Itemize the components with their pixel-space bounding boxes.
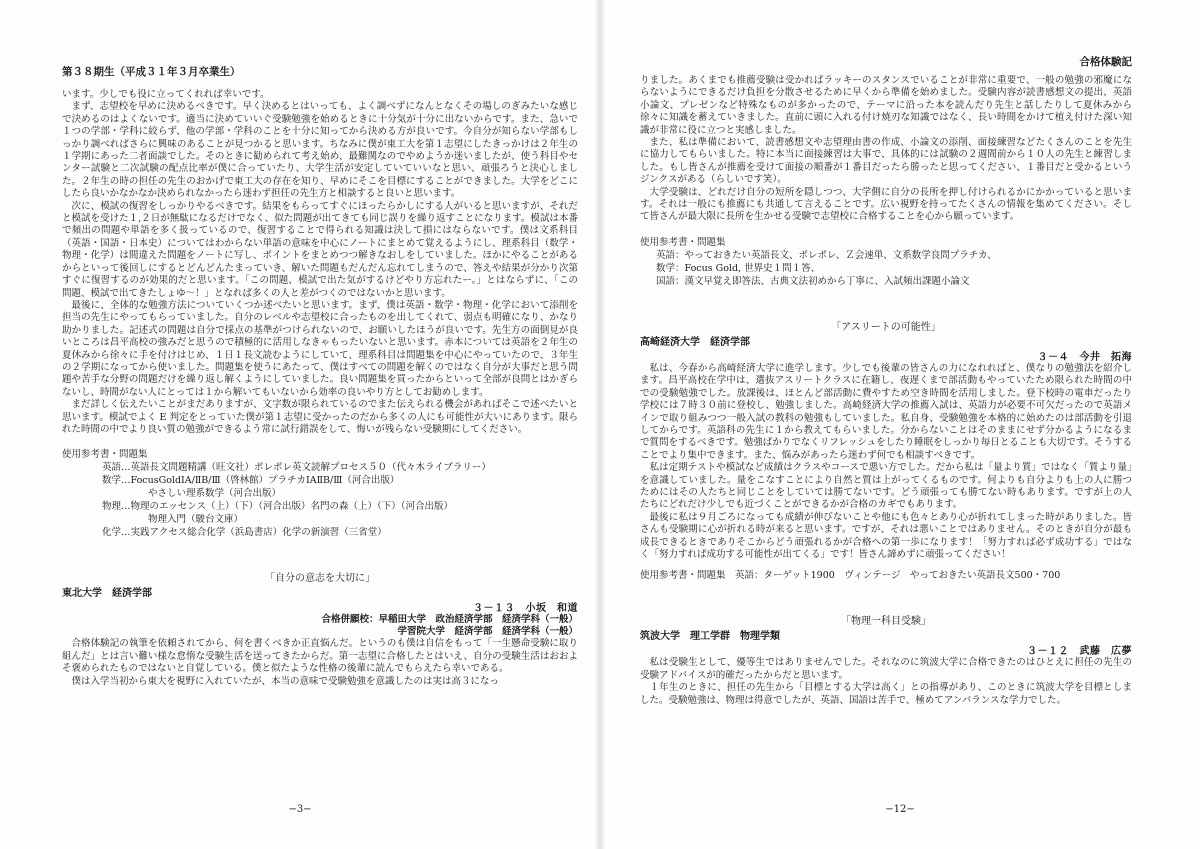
running-header: 合格体験記	[1079, 56, 1132, 68]
article-title: 「自分の意志を大切に」	[265, 573, 375, 585]
paragraph: 最後に私は９月ごろになっても成績が伸びないことや他にも色々とあり心が折れてしまった時がありました。皆さんも受験期に心が折れる時が来ると思います。ですが、それは悪いことではありません。そのときが自分が最も成長できるときでありそこからどう頑張れるかが合格への第一歩になります！「努力すれば必ず成功する」ではなく「努力すれば成功する可能性が出てくる」です！皆さん諦めずに頑張ってください！	[640, 511, 1132, 560]
reference-line: 物理…物理のエッセンス（上）（下）（河合出版）名門の森（上）（下）（河合出版）	[102, 501, 454, 513]
paragraph: 私は定期テストや模試など成績はクラスやコースで悪い方でした。だから私は「量より質」ではなく「質より量」を意識していました。量をこなすことにより自然と質は上がってくるものです。何よりも自分よりも上の人に勝つためにはその人たちと同じことをしていては勝てないです。どう頑張っても勝てない時もあります。ですが上の人たちにどれだけ少しでも近づくことができるかが合格のカギでもあります。	[640, 462, 1132, 511]
paragraph: 私は受験生として、優等生ではありませんでした。それなのに筑波大学に合格できたのはひとえに担任の先生の受験アドバイスが的確だったからだと思います。	[640, 657, 1132, 681]
article-author: ３－４ 今井 拓海	[1037, 351, 1132, 363]
right-page	[600, 0, 1200, 849]
paragraph: まず、志望校を早めに決めるべきです。早く決めるとはいっても、よく調べずになんとなくその場しのぎみたいな感じで決めるのはよくないです。適当に決めていいぐ受験勉強を始めるときに十分気が十分に出ないからです。また、急いで１つの学部・学科に絞らず、他の学部・学科のことを十分に知ってから決める方が良いです。今自分が知らない学部もしっかり調べればさらに興味のあることが見つかると思います。ちなみに僕が東工大を第１志望にしたきっかけは２年生の１学期にあった二者面談でした。そのときに勧められて考え始め、最難関なのでやめようか迷いましたが、使う科目やセンター試験と二次試験の配点比率が僕に合っていたり、大学生活が安定していていいなと思い、頑張ろうと決心しました。２年生の時の担任の先生のおかげで東工大の存在を知り、早めにそこを目標にすることができました。大学をどこにしたら良いかなかなか決められなかったら迷わず担任の先生方と相談すると良いと思います。	[62, 101, 578, 200]
reference-line: 英語…英語長文問題精講（旺文社）ポレポレ英文読解プロセス５０（代々木ライブラリー）	[102, 462, 491, 474]
article-title: 「アスリートの可能性」	[831, 321, 941, 333]
article-author: ３－１２ 武藤 広夢	[1027, 646, 1132, 658]
period-header: 第３８期生（平成３１年３月卒業生）	[62, 66, 241, 78]
reference-line: 数学：Focus Gold, 世界史１問１答、	[656, 262, 821, 274]
reference-line: 数学…FocusGoldⅠA/ⅡB/Ⅲ（啓林館）プラチカⅠAⅡB/Ⅲ（河合出版）	[102, 475, 400, 487]
reference-line: 国語：漢文早覚え即答法、古典文法初めから丁寧に、入試頻出課題小論文	[656, 275, 970, 287]
paragraph: まだ詳しく伝えたいことがまだありますが、文字数が限られているのでまた伝えられる機会があればそこで述べたいと思います。模試でよく E 判定をとっていた僕が第１志望に受かったのだから多くの人にも可能性が大いにあります。限られた時間の中でより良い質の勉強ができるよう常に試行錯誤をして、悔いが残らない受験期にしてください。	[62, 399, 578, 435]
page-number: −12−	[885, 804, 915, 815]
concurrent-admission: 学習院大学 経済学部 経済学科（一般）	[397, 626, 578, 638]
reference-line: 英語：やっておきたい英語長文、ポレポレ、Ｚ会速単、文系数学良問プラチカ、	[656, 249, 997, 261]
paragraph: りました。あくまでも推薦受験は受かればラッキーのスタンスでいることが非常に重要で、一般の勉強の邪魔にならないようにできるだけ負担を分散させるために早くから準備を始めました。受験内容が読書感想文の提出、英語小論文、プレゼンなど特殊なものが多かったので、テーマに沿った本を読んだり先生と話したりして夏休みから徐々に知識を蓄えていきました。直前に頭に入れる付け焼刃な知識ではなく、長い時間をかけて植え付けた深い知識が非常に役に立つと実感しました。	[640, 75, 1132, 136]
article-university: 東北大学 経済学部	[62, 588, 152, 600]
page-number: −3−	[288, 804, 312, 815]
article-university: 筑波大学 理工学群 物理学類	[640, 631, 780, 643]
reference-line: やさしい理系数学（河合出版）	[148, 488, 282, 500]
paragraph: います。少しでも役に立ってくれれば幸いです。	[62, 89, 270, 100]
paragraph: 最後に、全体的な勉強方法についていくつか述べたいと思います。まず、僕は英語・数学・物理・化学において添削を担当の先生にやってもらっていました。自分のレベルや志望校に合ったものを出してくれて、弱点も明確になり、かなり助かりました。記述式の問題は自分で採点の基準がつけられないので、お願いしたほうが良いです。先生方の面倒見が良いところは昌平高校の強みだと思うので積極的に活用しなきゃもったいないと思います。赤本については英語を２年生の夏休みから徐々に手を付けはじめ、１日１長文読むようにしていて、理系科目は問題集を中心にやっていたので、３年生の２学期になってから使いました。問題集を使うにあたって、僕はすべての問題を解くのではなく自分が大事だと思う問題や苦手な分野の問題だけを繰り返し解くようにしていました。良い問題集を買ったからといって全部が良問とはかぎらないし、時間がない人にとっては１から解いてもいないから効率の良いやり方としてお勧めします。	[62, 299, 578, 398]
concurrent-admission: 合格併願校：早稲田大学 政治経済学部 経済学科（一般）	[321, 614, 578, 626]
references-title: 使用参考書・問題集	[640, 236, 726, 248]
paragraph: また、私は準備において、読書感想文や志望理由書の作成、小論文の添削、面接練習などたくさんのことを先生に協力してもらいました。特に本当に面接練習は大事で、具体的には試験の２週間前から１０人の先生と練習しました。もし皆さんが推薦を受けて面接の順番が１番目だったら勝ったと思ってください、１番目だと受かるというジンクスがある（らしいです笑）。	[640, 137, 1132, 186]
paragraph: １年生のときに、担任の先生から「目標とする大学は高く」との指導があり、このときに筑波大学を目標としました。受験勉強は、物理は得意でしたが、英語、国語は苦手で、極めてアンバランスな学力でした。	[640, 682, 1132, 706]
references-line: 使用参考書・問題集 英語：ターゲット1900 ヴィンテージ やっておきたい英語長文500・700	[640, 570, 1061, 582]
paragraph: 次に、模試の復習をしっかりやるべきです。結果をもらってすぐにほったらかしにする人がいると思いますが、それだと模試を受けた１,２日が無駄になるだけでなく、似た問題が出てきても同じ誤りを繰り返すことになります。模試は本番で頻出の問題や単語を多く扱っているので、復習することで得られる知識は決して損にはならないです。僕は文系科目（英語・国語・日本史）についてはわからない単語の意味を中心にノートにまとめて覚えるようにし、理系科目（数学・物理・化学）は間違えた問題をノートに写し、ポイントをまとめつつ解きなおしをしていました。ほかにやることがあるからといって後回しにするとどんどんたまっていき、解いた問題もだんだん忘れてしまうので、答えや結果が分かり次第すぐに復習するのが効果的だと思います。「この問題、模試で出た気がするけどやり方忘れたー。」とはならずに、「この問題、模試で出てきたしょゆ～！」となれば多くの人と差がつくのではないかと思います。	[62, 200, 578, 299]
article-author: ３－１３ 小坂 和道	[473, 603, 578, 615]
paragraph: 合格体験記の執筆を依頼されてから、何を書くべきか正直悩んだ。というのも僕は自信をもって「一生懸命受験に取り組んだ」とは言い難い様な怠惰な受験生活を送ってきたからだ。第一志望に合格したとはいえ、自分の受験生活はおおよそ褒められたものではないと自覚している。僕と似たような性格の後輩に読んでもらえたら幸いである。	[62, 638, 578, 675]
paragraph: 大学受験は、どれだけ自分の短所を隠しつつ、大学側に自分の長所を押し付けられるかにかかっていると思います。それは一般にも推薦にも共通して言えることです。広い視野を持ってたくさんの情報を集めてください。そして皆さんが最大限に長所を生かせる受験で志望校に合格することを心から願っています。	[640, 186, 1132, 223]
article-university: 高崎経済大学 経済学部	[640, 336, 750, 348]
reference-line: 物理入門（駿台文庫）	[148, 514, 244, 526]
paragraph: 僕は入学当初から東大を視野に入れていたが、本当の意味で受験勉強を意識したのは実は高３になっ	[71, 675, 500, 687]
paragraph: 私は、今春から高崎経済大学に進学します。少しでも後輩の皆さんの力になれればと、僕なりの勉強法を紹介します。昌平高校在学中は、選抜アスリートクラスに在籍し、夜遅くまで部活動もやっていたため限られた時間の中での受験勉強でした。放課後は、ほとんど部活動に費やすため空き時間を活用しました。登下校時の電車だったり学校には７時３０前に登校し、勉強しました。高崎経済大学の推薦入試は、英語力が必要不可欠だったので英語メインで取り組みつつ一般入試の教科の勉強もしていました。私自身、受験勉強を本格的に始めたのは部活動を引退してからです。英語科の先生に１から教えてもらいました。分からないことはそのままにせず分かるようになるまで質問をするべきです。勉強ばかりでなくリフレッシュをしたり睡眠をしっかり毎日とることも大切です。そうすることでより集中できます。また、悩みがあったら迷わず何でも相談すべきです。	[640, 362, 1132, 461]
reference-line: 化学…実践アクセス総合化学（浜島書店）化学の新演習（三省堂）	[102, 527, 387, 539]
article-title: 「物理一科目受験」	[841, 616, 931, 628]
references-title: 使用参考書・問題集	[62, 449, 148, 461]
